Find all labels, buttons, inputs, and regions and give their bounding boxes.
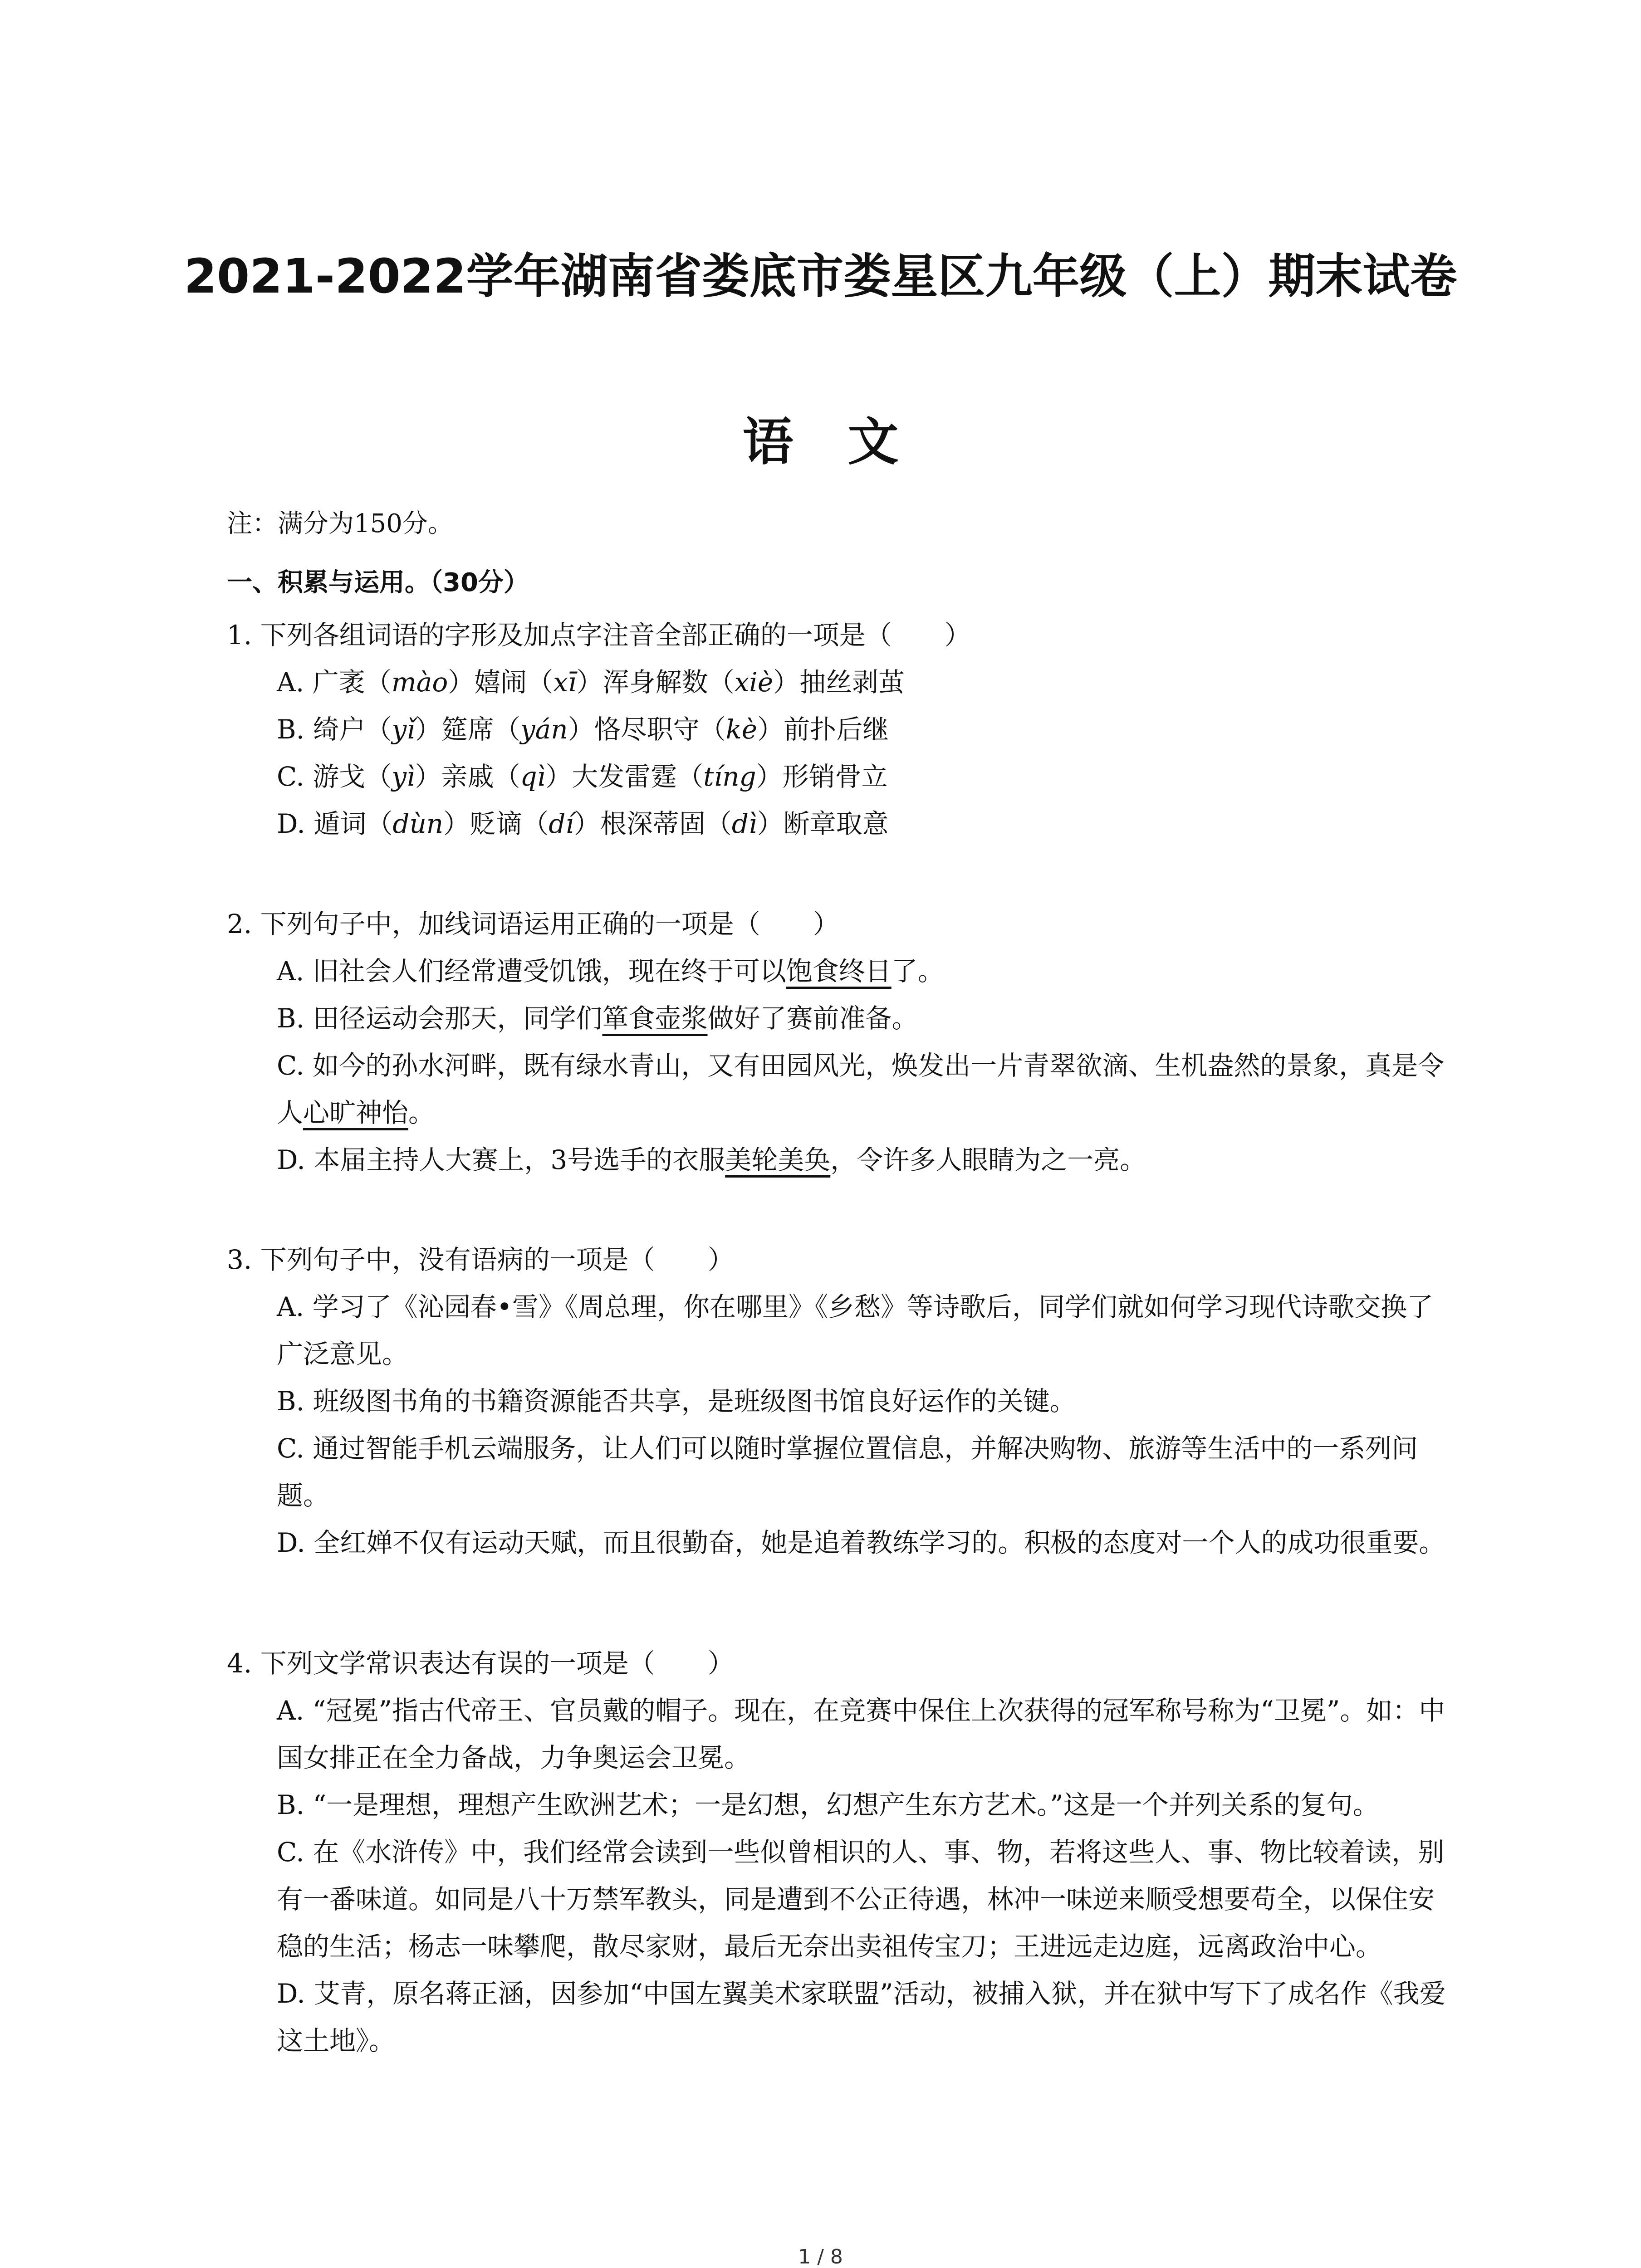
option-text: 全红婵不仅有运动天赋，而且很勤奋，她是追着教练学习的。积极的态度对一个人的成功很重要。 [314,1527,1445,1558]
option-text: 本届主持人大赛上，3号选手的衣服 [314,1144,725,1175]
pinyin: xī [553,667,577,698]
question-1 [227,611,1452,847]
question-1-option-d[interactable] [227,800,1452,847]
question-4-option-c[interactable] [227,1828,1452,1970]
option-text: ）大发雷霆（ [545,761,704,792]
question-3 [227,1236,1452,1566]
option-label: B. [277,1789,305,1820]
option-text: ）前扑后继 [757,714,889,745]
option-text: 田径运动会那天，同学们 [313,1003,603,1034]
option-text: 了。 [891,956,944,987]
question-1-option-b[interactable] [227,706,1452,753]
question-2-option-c[interactable] [227,1042,1452,1136]
page-number: 1 / 8 [798,2245,843,2268]
option-label: A. [277,1291,304,1322]
pinyin: yán [520,714,568,745]
question-3-option-c[interactable] [227,1425,1452,1519]
option-text: 广袤（ [312,667,392,698]
option-text: ）嬉闹（ [448,667,554,698]
option-text: 。 [408,1097,435,1128]
pinyin: yì [392,761,415,792]
option-text: 旧社会人们经常遭受饥饿，现在终于可以 [312,956,786,987]
option-label: B. [277,1386,305,1417]
option-text: ）贬谪（ [443,808,549,839]
question-2-option-a[interactable] [227,948,1452,995]
option-label: C. [277,761,304,792]
question-1-option-a[interactable] [227,659,1452,706]
exam-title: 2021-2022学年湖南省娄底市娄星区九年级（上）期末试卷 [184,249,1457,304]
option-text: 游戈（ [313,761,392,792]
option-text: 做好了赛前准备。 [707,1003,918,1034]
option-text: ）抽丝剥茧 [773,667,905,698]
option-label: A. [277,1695,304,1726]
option-text: ）筵席（ [415,714,520,745]
option-text: 在《水浒传》中，我们经常会读到一些似曾相识的人、事、物，若将这些人、事、物比较着读，别有一番味道。如同是八十万禁军教头，同是遭到不公正待遇，林冲一味逆来顺受想要苟全，以保住安稳的生活；杨志一味攀爬，散尽家财，最后无奈出卖祖传宝刀；王进远走边庭，远离政治中心。 [277,1837,1445,1962]
option-label: A. [277,956,304,987]
option-text: 班级图书角的书籍资源能否共享，是班级图书馆良好运作的关键。 [313,1386,1076,1417]
option-label: D. [277,808,305,839]
question-2 [227,900,1452,1183]
option-text: ）形销骨立 [756,761,888,792]
pinyin: yǐ [392,714,415,745]
pinyin: tíng [703,761,756,792]
underlined-phrase: 美轮美奂 [725,1144,831,1175]
option-text: “冠冕”指古代帝王、官员戴的帽子。现在，在竞赛中保住上次获得的冠军称号称为“卫冕”。如：中国女排正在全力备战，力争奥运会卫冕。 [277,1695,1445,1773]
question-1-stem: 1. 下列各组词语的字形及加点字注音全部正确的一项是（ ） [227,620,971,650]
option-text: ）断章取意 [757,808,889,839]
option-label: D. [277,1144,305,1175]
option-text: 遁词（ [314,808,393,839]
pinyin: dí [549,808,574,839]
question-2-stem: 2. 下列句子中，加线词语运用正确的一项是（ ） [227,909,839,939]
option-text: “一是理想，理想产生欧洲艺术；一是幻想，幻想产生东方艺术。”这是一个并列关系的复句。 [313,1789,1379,1820]
pinyin: kè [725,714,758,745]
underlined-phrase: 心旷神怡 [303,1097,409,1128]
score-note: 注：满分为150分。 [227,509,453,538]
option-text: ）亲戚（ [415,761,520,792]
question-4-option-a[interactable] [227,1687,1452,1781]
option-text: 艾青，原名蒋正涵，因参加“中国左翼美术家联盟”活动，被捕入狱，并在狱中写下了成名作《我爱这土地》。 [277,1978,1446,2056]
pinyin: dì [731,808,757,839]
option-text: ）浑身解数（ [576,667,735,698]
question-2-option-b[interactable] [227,995,1452,1042]
option-label: B. [277,1003,305,1034]
option-text: 如今的孙水河畔，既有绿水青山，又有田园风光，焕发出一片青翠欲滴、生机盎然的景象，真是令人 [277,1050,1445,1128]
subject-heading: 语文 [742,413,953,472]
question-3-stem: 3. 下列句子中，没有语病的一项是（ ） [227,1244,734,1275]
question-3-option-d[interactable] [227,1519,1452,1566]
option-text: ）根深蒂固（ [573,808,732,839]
option-label: C. [277,1433,304,1464]
option-label: B. [277,714,305,745]
option-label: A. [277,667,304,698]
underlined-phrase: 饱食终日 [786,956,892,987]
option-label: D. [277,1527,305,1558]
section-heading: 一、积累与运用。（30分） [227,568,529,597]
pinyin: qì [520,761,546,792]
pinyin: xiè [734,667,774,698]
option-text: 绮户（ [313,714,392,745]
pinyin: dùn [392,808,444,839]
question-3-option-b[interactable] [227,1378,1452,1425]
option-text: 通过智能手机云端服务，让人们可以随时掌握位置信息，并解决购物、旅游等生活中的一系列问题。 [277,1433,1418,1511]
option-text: 学习了《沁园春•雪》《周总理，你在哪里》《乡愁》等诗歌后，同学们就如何学习现代诗歌交换了广泛意见。 [277,1291,1433,1369]
option-label: C. [277,1837,304,1867]
question-4-option-b[interactable] [227,1781,1452,1828]
option-text: ）恪尽职守（ [568,714,726,745]
question-1-option-c[interactable] [227,753,1452,800]
option-text: ，令许多人眼睛为之一亮。 [830,1144,1146,1175]
option-label: D. [277,1978,305,2009]
underlined-phrase: 箪食壶浆 [602,1003,708,1034]
question-3-option-a[interactable] [227,1283,1452,1378]
option-label: C. [277,1050,304,1081]
question-2-option-d[interactable] [227,1136,1452,1183]
question-4-option-d[interactable] [227,1970,1452,2064]
question-4-stem: 4. 下列文学常识表达有误的一项是（ ） [227,1648,734,1679]
question-4 [227,1640,1452,2064]
pinyin: mào [391,667,448,698]
